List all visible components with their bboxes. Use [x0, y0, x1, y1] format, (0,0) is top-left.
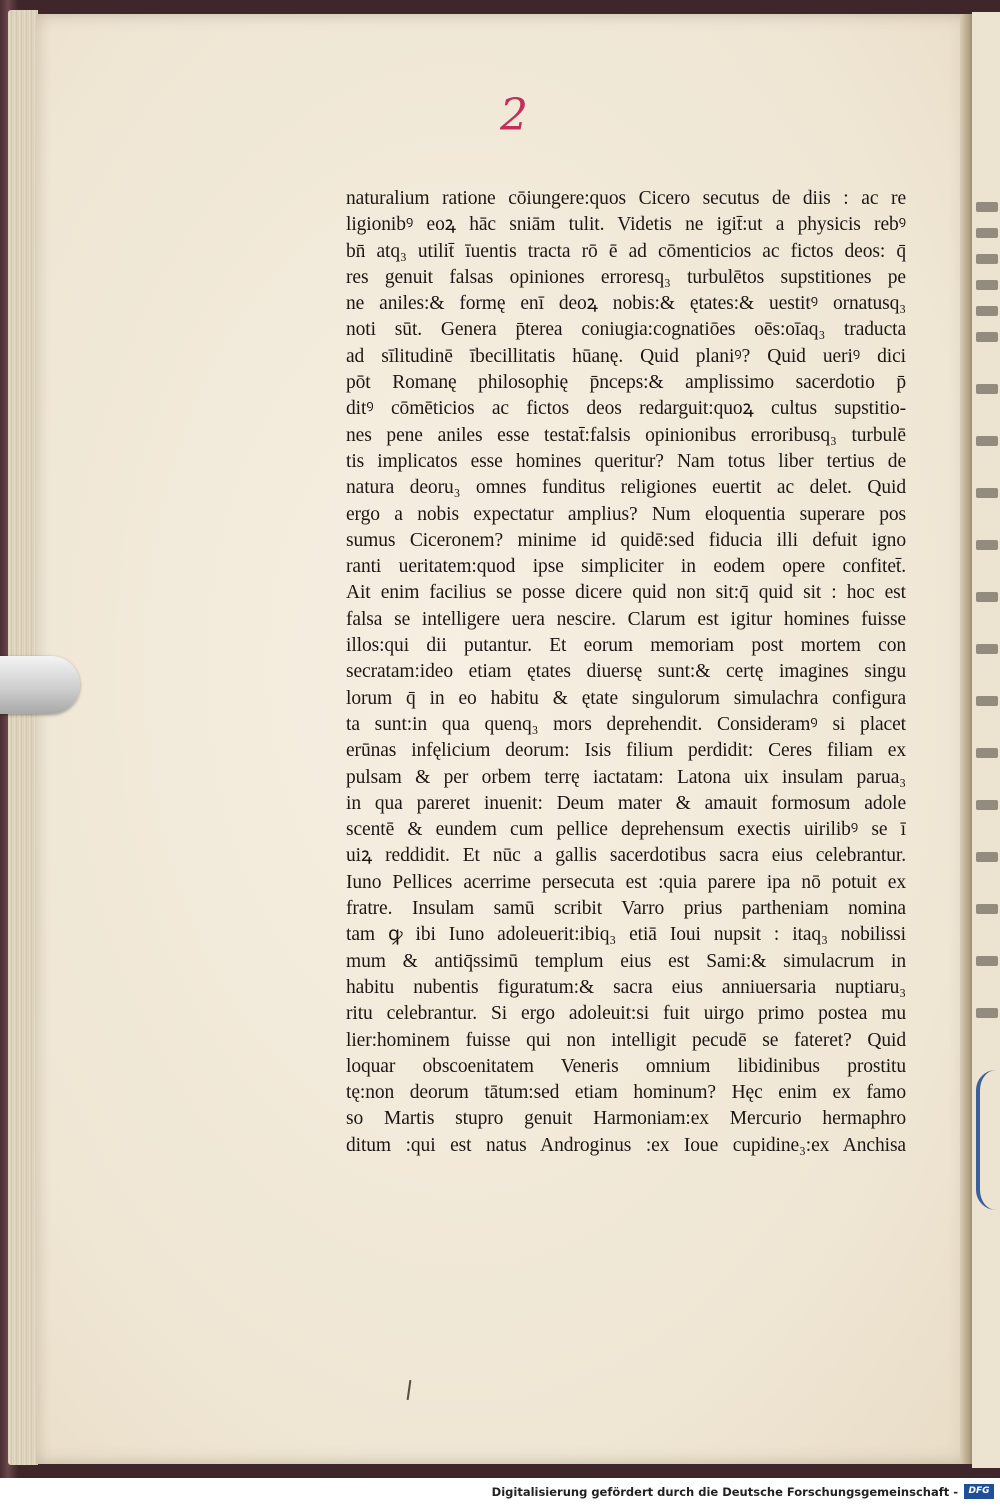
text-line: ditum :qui est natus Androginus :ex Ioue cupidine₃:ex Anchisa: [346, 1134, 906, 1156]
text-line: nes pene aniles esse testat̄:falsis opinionibus erroribusq₃ turbulē: [346, 424, 906, 446]
folio-number: 2: [500, 90, 528, 141]
text-line: Ait enim facilius se posse dicere quid non sit:q̄ quid sit : hoc est: [346, 582, 906, 604]
text-line: ranti ueritatem:quod ipse simpliciter in eodem opere confitet̄.: [346, 556, 906, 578]
text-line: tis implicatos esse homines queritur? Nam totus liber tertius de: [346, 450, 906, 472]
text-line: ligionibꝰ eoꝝ hāc sniām tulit. Videtis ne igit̄:ut a physicis rebꝰ: [346, 214, 906, 236]
text-line: erūnas infęlicium deorum: Isis filium perdidit: Ceres filiam ex: [346, 740, 906, 762]
text-line: tę:non deorum tātum:sed etiam hominum? Hęc enim ex famo: [346, 1082, 906, 1104]
text-line: ta sunt:in qua quenq₃ mors deprehendit. Consideramꝰ si placet: [346, 713, 906, 735]
text-line: natura deoru₃ omnes funditus religiones euertit ac delet. Quid: [346, 477, 906, 499]
dfg-logo[interactable]: DFG: [964, 1484, 994, 1499]
text-line: res genuit falsas opiniones erroresq₃ turbulētos supstitiones pe: [346, 266, 906, 288]
text-line: pōt Romanę philosophię p̄nceps:& amplissimo sacerdotio p̄: [346, 372, 906, 394]
text-line: ad sīlitudinē ībecillitatis hūanę. Quid planiꝰ? Quid ueriꝰ dici: [346, 345, 906, 367]
text-line: mum & antiq̄ssimū templum eius est Sami:& simulacrum in: [346, 950, 906, 972]
facing-page-edge: [972, 12, 1000, 1468]
text-line: ritu celebrantur. Si ergo adoleuit:si fuit uirgo primo postea mu: [346, 1003, 906, 1025]
text-line: noti sūt. Genera p̄terea coniugia:cognatiōes oēs:oīaq₃ traducta: [346, 319, 906, 341]
text-line: ne aniles:& formę enī deoꝝ nobis:& ętates:& uestitꝰ ornatusq₃: [346, 293, 906, 315]
main-text-block: [346, 186, 906, 1186]
text-line: ditꝰ cōmēticios ac fictos deos redarguit:quoꝝ cultus supstitio-: [346, 398, 906, 420]
text-line: bn̄ atq₃ utilit̄ īuentis tracta rō ē ad cōmenticios ac fictos deos: q̄: [346, 240, 906, 262]
text-line: pulsam & per orbem terrę iactatam: Latona uix insulam parua₃: [346, 766, 906, 788]
text-line: habitu nubentis figuratum:& sacra eius anniuersaria nuptiaru₃: [346, 976, 906, 998]
text-line: sumus Ciceronem? minime id quidē:sed fiducia illi defuit igno: [346, 529, 906, 551]
text-line: lier:hominem fuisse qui non intelligit pecudē se fateret? Quid: [346, 1029, 906, 1051]
text-line: in qua pareret inuenit: Deum mater & amauit formosum adole: [346, 792, 906, 814]
text-line: lorum q̄ in eo habitu & ętate singulorum simulachra configura: [346, 687, 906, 709]
text-line: fratre. Insulam samū scribit Varro prius partheniam nomina: [346, 898, 906, 920]
footer-bar: [0, 1478, 1000, 1506]
text-line: scentē & eundem cum pellice deprehensum exectis uirilibꝰ se ī: [346, 819, 906, 841]
text-line: falsa se intelligere uera nescire. Clarum est igitur homines fuisse: [346, 608, 906, 630]
page-clip: [0, 656, 80, 714]
text-line: naturalium ratione cōiungere:quos Cicero secutus de diis : ac re: [346, 188, 906, 209]
text-line: illos:qui dii putantur. Et eorum memoriam post mortem con: [346, 635, 906, 657]
text-line: tam ꝙ ibi Iuno adoleuerit:ibiq₃ etiā Ioui nupsit : itaq₃ nobilissi: [346, 924, 906, 946]
footer-credit: Digitalisierung gefördert durch die Deutsche Forschungsgemeinschaft -: [491, 1485, 958, 1499]
text-line: ergo a nobis expectatur amplius? Num eloquentia superare pos: [346, 503, 906, 525]
text-line: Iuno Pellices acerrime persecuta est :quia parere ipa nō potuit ex: [346, 871, 906, 893]
text-line: secratam:ideo etiam ętates diuersę sunt:& certę imagines singu: [346, 661, 906, 683]
text-line: uiꝝ reddidit. Et nūc a gallis sacerdotibus sacra eius celebrantur.: [346, 845, 906, 867]
text-line: so Martis stupro genuit Harmoniam:ex Mercurio hermaphro: [346, 1108, 906, 1130]
page-stack-edge: [8, 10, 38, 1465]
text-line: loquar obscoenitatem Veneris omnium libidinibus prostitu: [346, 1055, 906, 1077]
blue-initial-mark: [976, 1070, 1000, 1210]
